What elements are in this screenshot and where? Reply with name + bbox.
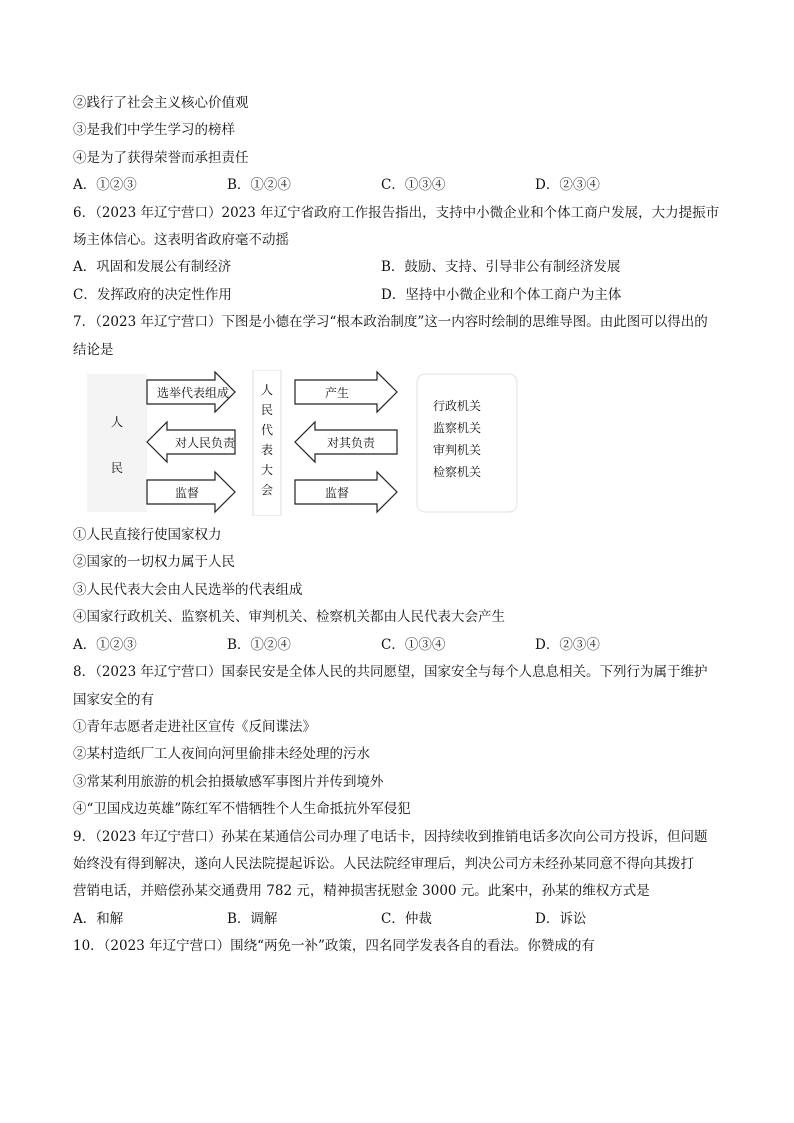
q7-choice-a[interactable]: A．①②③ <box>73 636 137 653</box>
organ-procuratorial: 检察机关 <box>433 465 482 480</box>
q8-option-3: ③常某利用旅游的机会拍摄敏感军事图片并传到境外 <box>73 773 384 790</box>
congress-char-2: 民 <box>261 403 274 418</box>
q5-option-2: ②践行了社会主义核心价值观 <box>73 95 249 111</box>
organ-supervisory: 监察机关 <box>433 421 482 436</box>
q5-choice-a[interactable]: A．①②③ <box>73 177 137 194</box>
q10-stem-line1: 10．（2023 年辽宁营口）围绕“两免一补”政策，四名同学发表各自的看法。你赞成的有 <box>73 938 595 955</box>
people-block <box>87 374 147 512</box>
q5-option-3: ③是我们中学生学习的榜样 <box>73 122 235 139</box>
q9-choice-d[interactable]: D．诉讼 <box>535 910 587 927</box>
q9-choice-b[interactable]: B．调解 <box>227 910 278 927</box>
organ-administrative: 行政机关 <box>433 399 482 414</box>
organ-judicial: 审判机关 <box>433 443 482 458</box>
q6-stem-line2: 场主体信心。这表明省政府毫不动摇 <box>73 232 289 249</box>
q7-choice-d[interactable]: D．②③④ <box>535 636 600 653</box>
q5-choice-d[interactable]: D．②③④ <box>535 177 600 194</box>
q9-choice-c[interactable]: C．仲裁 <box>381 910 432 927</box>
q8-stem-line1: 8．（2023 年辽宁营口）国泰民安是全体人民的共同愿望，国家安全与每个人息息相关。下列行为属于维护 <box>73 664 708 681</box>
mind-map-svg <box>87 370 537 516</box>
q7-choices <box>73 632 733 659</box>
people-char-2: 民 <box>111 461 124 476</box>
q7-option-2: ②国家的一切权力属于人民 <box>73 554 235 571</box>
arrow-produce-label: 产生 <box>325 386 350 401</box>
q7-stem-line1: 7．（2023 年辽宁营口）下图是小德在学习“根本政治制度”这一内容时绘制的思维导图。由此图可以得出的 <box>73 314 708 331</box>
congress-char-6: 会 <box>261 483 274 498</box>
arrow-elect-label: 选举代表组成 <box>157 386 230 401</box>
q9-choice-a[interactable]: A．和解 <box>73 910 124 927</box>
q6-choice-a[interactable]: A．巩固和发展公有制经济 <box>73 259 232 276</box>
q5-choice-b[interactable]: B．①②④ <box>227 177 291 194</box>
q8-option-1: ①青年志愿者走进社区宣传《反间谍法》 <box>73 718 316 735</box>
q6-choice-c[interactable]: C．发挥政府的决定性作用 <box>73 286 232 303</box>
q9-stem-line3: 营销电话，并赔偿孙某交通费用 782 元，精神损害抚慰金 3000 元。此案中，孙某的维权方式是 <box>73 883 650 900</box>
exam-page <box>73 90 733 961</box>
q6-choices-row2 <box>73 282 733 309</box>
q6-choice-b[interactable]: B．鼓励、支持、引导非公有制经济发展 <box>381 259 621 276</box>
q9-choices <box>73 906 733 933</box>
arrow-supervise-label: 监督 <box>175 486 200 501</box>
q9-stem-line1: 9．（2023 年辽宁营口）孙某在某通信公司办理了电话卡，因持续收到推销电话多次向公司方投诉，但问题 <box>73 828 708 845</box>
q8-stem-line2: 国家安全的有 <box>73 691 154 708</box>
q7-option-3: ③人民代表大会由人民选举的代表组成 <box>73 581 303 598</box>
q6-choices-row1 <box>73 254 733 281</box>
q7-choice-b[interactable]: B．①②④ <box>227 636 291 653</box>
q8-option-4: ④“卫国戍边英雄”陈红军不惜牺牲个人生命抵抗外军侵犯 <box>73 801 411 818</box>
people-char-1: 人 <box>111 415 124 430</box>
arrow-responsible-label: 对其负责 <box>327 436 376 451</box>
q6-stem-line1: 6．（2023 年辽宁营口）2023 年辽宁省政府工作报告指出，支持中小微企业和个体工商户发展，大力提振市 <box>73 204 720 221</box>
q5-choices <box>73 172 733 199</box>
q7-option-4: ④国家行政机关、监察机关、审判机关、检察机关都由人民代表大会产生 <box>73 609 505 626</box>
arrow-accountable-label: 对人民负责 <box>175 436 236 451</box>
q5-choice-c[interactable]: C．①③④ <box>381 177 446 194</box>
congress-char-1: 人 <box>261 383 274 398</box>
mind-map-diagram <box>87 370 733 520</box>
arrow-supervise2-label: 监督 <box>325 486 350 501</box>
q9-stem-line2: 始终没有得到解决，遂向人民法院提起诉讼。人民法院经审理后，判决公司方未经孙某同意不得向其拨打 <box>73 855 694 872</box>
congress-char-4: 表 <box>261 443 274 458</box>
congress-char-5: 大 <box>261 463 274 478</box>
q7-choice-c[interactable]: C．①③④ <box>381 636 446 653</box>
q6-choice-d[interactable]: D．坚持中小微企业和个体工商户为主体 <box>381 286 622 303</box>
q7-stem-line2: 结论是 <box>73 341 114 358</box>
q8-option-2: ②某村造纸厂工人夜间向河里偷排未经处理的污水 <box>73 746 370 763</box>
q7-option-1: ①人民直接行使国家权力 <box>73 527 222 544</box>
q5-option-4: ④是为了获得荣誉而承担责任 <box>73 149 249 166</box>
congress-char-3: 代 <box>261 423 274 438</box>
